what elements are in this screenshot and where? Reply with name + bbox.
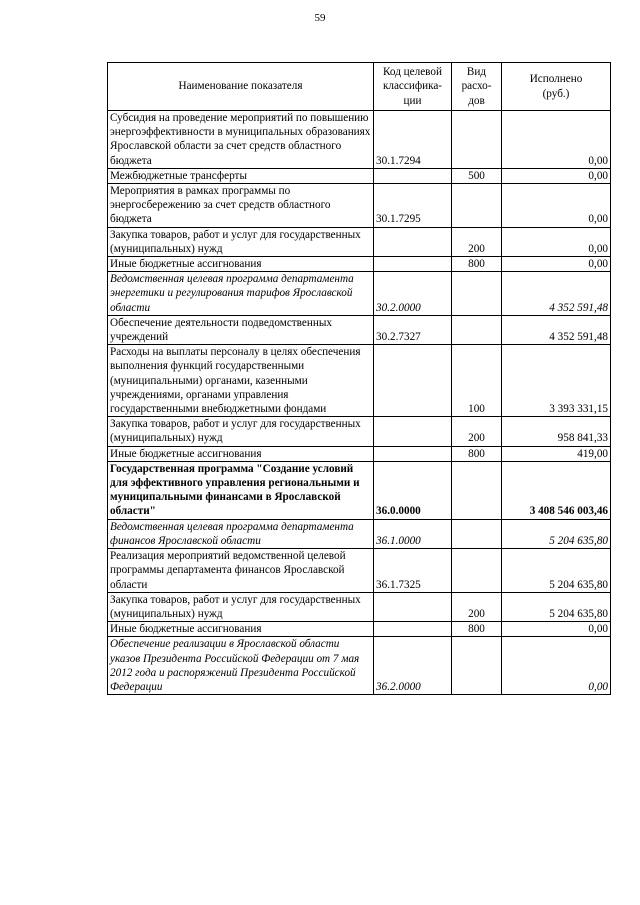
cell-executed-amount: 0,00 [502, 257, 611, 272]
cell-indicator-name: Закупка товаров, работ и услуг для государственных (муниципальных) нужд [108, 227, 374, 256]
cell-executed-amount: 0,00 [502, 637, 611, 695]
cell-indicator-name: Субсидия на проведение мероприятий по повышению энергоэффективности в муниципальных образованиях Ярославской области за счет средств областного бюджета [108, 111, 374, 169]
cell-target-code: 36.2.0000 [374, 637, 452, 695]
cell-indicator-name: Иные бюджетные ассигнования [108, 257, 374, 272]
cell-indicator-name: Закупка товаров, работ и услуг для государственных (муниципальных) нужд [108, 417, 374, 446]
table-row [108, 168, 611, 183]
cell-indicator-name: Межбюджетные трансферты [108, 168, 374, 183]
cell-executed-amount: 3 393 331,15 [502, 345, 611, 417]
cell-executed-amount: 0,00 [502, 227, 611, 256]
cell-expense-type: 500 [452, 168, 502, 183]
header-executed-amount: Исполнено (руб.) [502, 63, 611, 111]
cell-expense-type [452, 519, 502, 548]
cell-target-code: 36.1.0000 [374, 519, 452, 548]
cell-expense-type [452, 315, 502, 344]
cell-executed-amount: 419,00 [502, 446, 611, 461]
cell-indicator-name: Ведомственная целевая программа департамента финансов Ярославской области [108, 519, 374, 548]
cell-target-code [374, 417, 452, 446]
table-header-row [108, 63, 611, 111]
cell-expense-type [452, 637, 502, 695]
table-row [108, 111, 611, 169]
cell-executed-amount: 4 352 591,48 [502, 272, 611, 316]
cell-executed-amount: 0,00 [502, 622, 611, 637]
cell-expense-type: 800 [452, 446, 502, 461]
cell-expense-type [452, 111, 502, 169]
table-row [108, 549, 611, 593]
cell-target-code: 30.2.0000 [374, 272, 452, 316]
cell-target-code [374, 622, 452, 637]
cell-executed-amount: 3 408 546 003,46 [502, 461, 611, 519]
cell-target-code: 30.1.7294 [374, 111, 452, 169]
cell-indicator-name: Ведомственная целевая программа департамента энергетики и регулирования тарифов Ярославской области [108, 272, 374, 316]
cell-expense-type: 800 [452, 622, 502, 637]
cell-executed-amount: 0,00 [502, 168, 611, 183]
cell-expense-type [452, 461, 502, 519]
table-row [108, 446, 611, 461]
cell-expense-type: 200 [452, 417, 502, 446]
table-row [108, 227, 611, 256]
header-indicator-name: Наименование показателя [108, 63, 374, 111]
cell-executed-amount: 0,00 [502, 184, 611, 228]
cell-target-code: 30.1.7295 [374, 184, 452, 228]
cell-indicator-name: Иные бюджетные ассигнования [108, 622, 374, 637]
cell-target-code: 36.0.0000 [374, 461, 452, 519]
cell-target-code: 36.1.7325 [374, 549, 452, 593]
table-row [108, 417, 611, 446]
table-row [108, 184, 611, 228]
cell-target-code [374, 592, 452, 621]
cell-target-code [374, 446, 452, 461]
cell-indicator-name: Государственная программа "Создание условий для эффективного управления региональными и муниципальными финансами в Ярославской области" [108, 461, 374, 519]
cell-expense-type [452, 549, 502, 593]
cell-executed-amount: 5 204 635,80 [502, 519, 611, 548]
cell-executed-amount: 5 204 635,80 [502, 592, 611, 621]
table-row [108, 272, 611, 316]
cell-executed-amount: 958 841,33 [502, 417, 611, 446]
cell-indicator-name: Расходы на выплаты персоналу в целях обеспечения выполнения функций государственными (муниципальными) органами, казенными учреждениями, органами управления государственными внебюджетными фондами [108, 345, 374, 417]
header-expense-type: Вид расхо- дов [452, 63, 502, 111]
cell-executed-amount: 5 204 635,80 [502, 549, 611, 593]
table-row [108, 461, 611, 519]
table-row [108, 592, 611, 621]
table-row [108, 622, 611, 637]
cell-expense-type [452, 272, 502, 316]
cell-indicator-name: Иные бюджетные ассигнования [108, 446, 374, 461]
cell-target-code [374, 257, 452, 272]
cell-expense-type: 200 [452, 592, 502, 621]
table-row [108, 315, 611, 344]
cell-indicator-name: Обеспечение реализации в Ярославской области указов Президента Российской Федерации от 7 мая 2012 года и распоряжений Президента Российской Федерации [108, 637, 374, 695]
cell-target-code [374, 345, 452, 417]
budget-execution-table [107, 62, 611, 695]
cell-indicator-name: Мероприятия в рамках программы по энергосбережению за счет средств областного бюджета [108, 184, 374, 228]
cell-indicator-name: Обеспечение деятельности подведомственных учреждений [108, 315, 374, 344]
cell-executed-amount: 0,00 [502, 111, 611, 169]
table-row [108, 519, 611, 548]
cell-expense-type: 100 [452, 345, 502, 417]
table-row [108, 257, 611, 272]
cell-indicator-name: Закупка товаров, работ и услуг для государственных (муниципальных) нужд [108, 592, 374, 621]
cell-expense-type: 800 [452, 257, 502, 272]
cell-expense-type: 200 [452, 227, 502, 256]
cell-indicator-name: Реализация мероприятий ведомственной целевой программы департамента финансов Ярославской области [108, 549, 374, 593]
cell-expense-type [452, 184, 502, 228]
cell-executed-amount: 4 352 591,48 [502, 315, 611, 344]
table-row [108, 637, 611, 695]
header-target-code: Код целевой классифика- ции [374, 63, 452, 111]
cell-target-code [374, 227, 452, 256]
table-row [108, 345, 611, 417]
cell-target-code: 30.2.7327 [374, 315, 452, 344]
page-number: 59 [314, 12, 326, 24]
cell-target-code [374, 168, 452, 183]
